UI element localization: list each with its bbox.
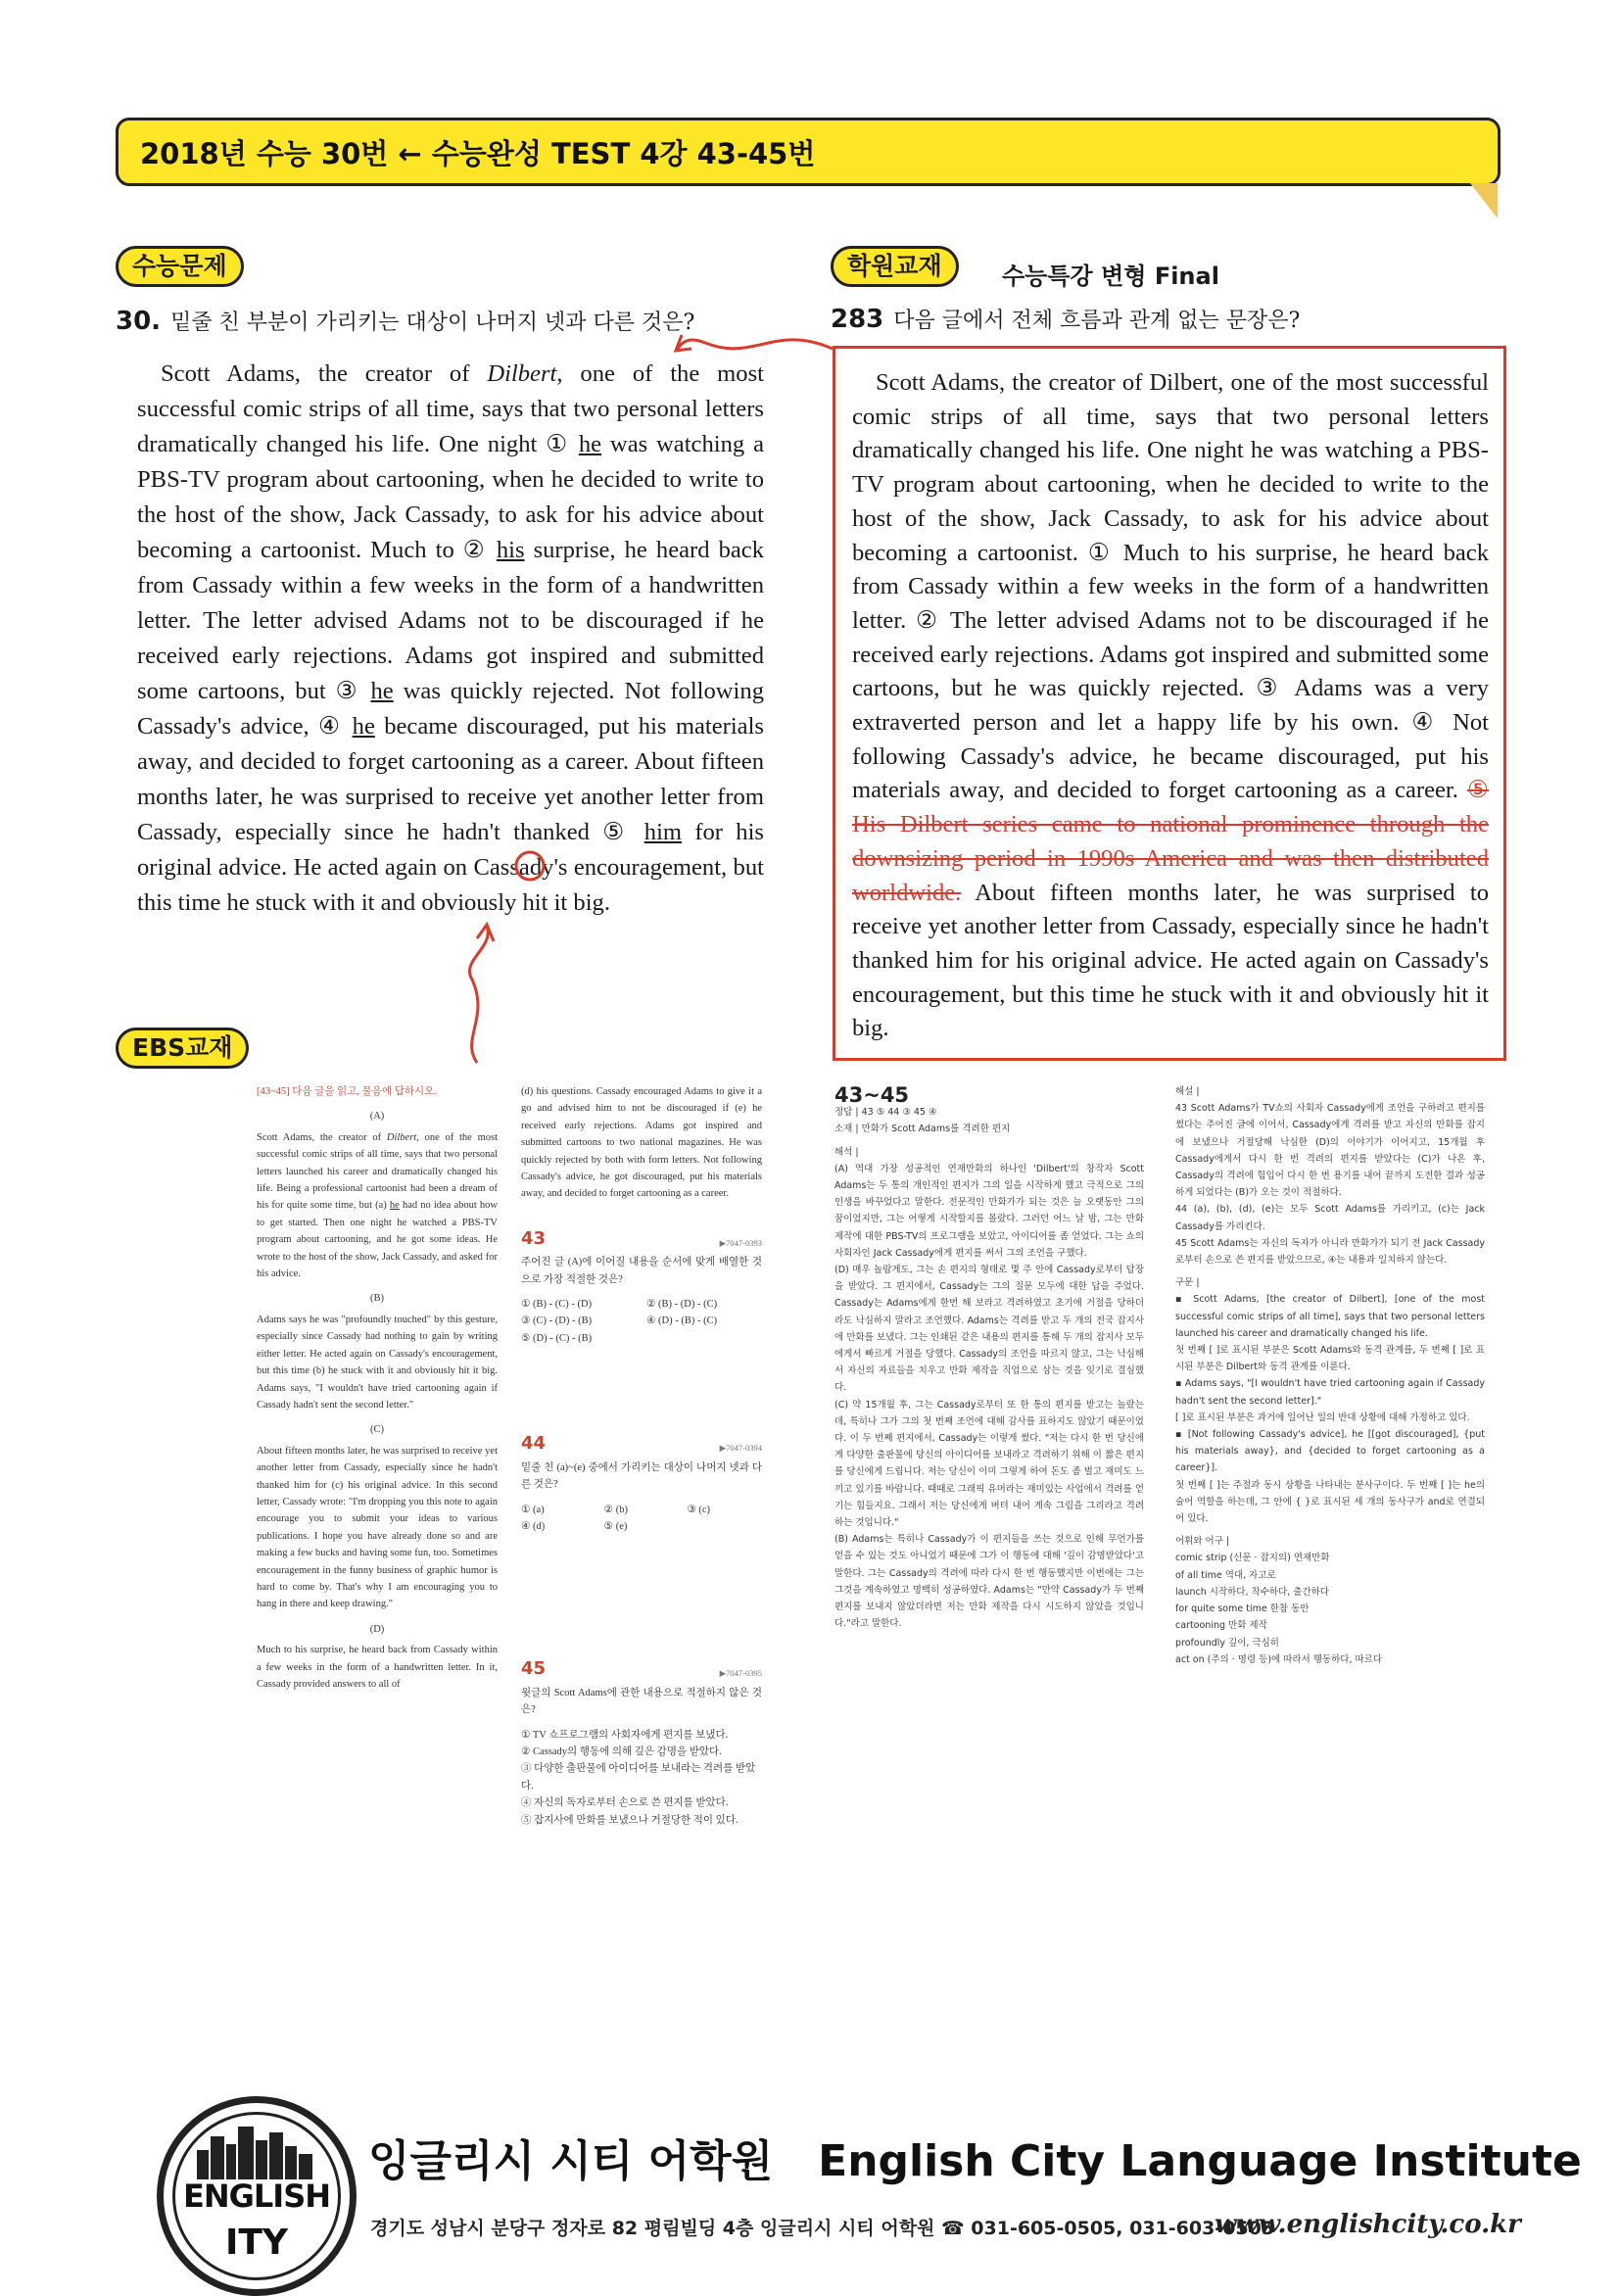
ebs-para-d-cont: (d) his questions. Cassady encouraged Adams to give it a go and advised him to not be discouraged if (e) he received early rejections. Adams got inspired and submitted cartoons to two national magazines. He was quickly rejected by both with form letters. Not following Cassady's advice, he got discouraged, put his materials away, and decided to forget cartooning as a career.: [521, 1086, 762, 1200]
ebs-q45-number: 45: [521, 1658, 547, 1680]
institute-name-english: English City Language Institute: [818, 2136, 1582, 2186]
ebs-q44-opt: ② (b): [603, 1504, 628, 1515]
ebs-q44-opt: ④ (d): [521, 1520, 546, 1532]
logo-text-city: ITY: [224, 2223, 289, 2263]
english-city-logo: [157, 2096, 357, 2296]
ebs-q43-text: 주어진 글 (A)에 이어질 내용을 순서에 맞게 배열한 것으로 가장 적절한 것은?: [521, 1257, 762, 1285]
ebs-q44: [521, 1435, 762, 1535]
ebs-q45-text: 윗글의 Scott Adams에 관한 내용으로 적절하지 않은 것은?: [521, 1687, 762, 1716]
institute-address: 경기도 성남시 분당구 정자로 82 평림빌딩 4층 잉글리시 시티 어학원 ☎ 031-605-0505, 031-603-0505: [370, 2218, 1275, 2239]
header-title: 2018년 수능 30번 ← 수능완성 TEST 4강 43-45번: [140, 137, 816, 170]
tag-academy-material: 학원교재: [831, 246, 959, 287]
vocab-heading: 어휘와 어구 |: [1175, 1536, 1230, 1548]
arrow-head-ebs: [477, 925, 494, 941]
ebs-q43: [521, 1227, 762, 1347]
structure-heading: 구문 |: [1175, 1277, 1200, 1289]
arrow-to-question: [676, 340, 833, 351]
ebs-label-b: (B): [370, 1293, 384, 1305]
answers-key: 정답 | 43 ⑤ 44 ③ 45 ④: [834, 1107, 937, 1119]
right-passage: Scott Adams, the creator of Dilbert, one of the most successful comic strips of all time, says that two personal letters dramatically changed his life. One night he was watching a PBS-TV program about cartooning, when he decided to write to the host of the show, Jack Cassady, to ask for his advice about becoming a cartoonist. ① Much to his surprise, he heard back from Cassady within a few weeks in the form of a handwritten letter. ② The letter advised Adams not to be discouraged if he received early rejections. Adams got inspired and submitted some cartoons, but he was quickly rejected. ③ Adams was a very extraverted person and let a happy life by his own. ④ Not following Cassady's advice, he became discouraged, put his materials away, and decided to forget cartooning as a career. ⑤ His Dilbert series came to national prominence through the downsizing period in 1990s America and was then distributed worldwide. About fifteen months later, he was surprised to receive yet another letter from Cassady, especially since he hadn't thanked him for his original advice. He acted again on Cassady's encouragement, but this time he stuck with it and obviously hit it big.: [852, 369, 1489, 1042]
ebs-column-1: [257, 1083, 498, 1700]
ebs-para-c: About fifteen months later, he was surprised to receive yet another letter from Cassady, especially since he hadn't thanked him for (c) his original advice. In this second letter, Cassady wrote: "I'm dropping you this note to again encourage you to submit your ideas to various publications. I hope you have already done so and are making a few bucks and having some fun, too. Sometimes encouragement in the funny business of graphic humor is hard to come by. That's why I am encouraging you to hang in there and keep drawing.": [257, 1445, 498, 1610]
explanation-text: 43 Scott Adams가 TV쇼의 사회자 Cassady에게 조언을 구하려고 편지를 썼다는 주어진 글에 이어서, Cassady에게 격려를 받고 자신의 만화를 잡지에 보냈으나 거절당해 낙심한 (D)의 이야기가 이어지고, 15개월 후 Cassady에게서 다시 한 번 격려의 편지를 받았다는 (C)가 나온 후, Cassady의 격려에 힘입어 다시 한 번 용기를 내어 끝까지 도전한 결과 성공하게 되었다는 (B)가 오는 것이 적절하다. 44 (a), (b), (d), (e)는 모두 Scott Adams를 가리키고, (c)는 Jack Cassady를 가리킨다. 45 Scott Adams는 자신의 독자가 아니라 만화가가 되기 전 Jack Cassady로부터 손으로 쓴 편지를 받았으므로, ④는 내용과 일치하지 않는다.: [1175, 1103, 1485, 1267]
ebs-q44-number: 44: [521, 1433, 547, 1455]
tag-ebs-material: EBS교재: [116, 1028, 249, 1069]
left-question-number: 30.: [116, 307, 162, 336]
logo-text-english: ENGLISH: [182, 2177, 331, 2215]
ebs-q45-opt: ⑤ 잡지사에 만화를 보냈으나 거절당한 적이 있다.: [521, 1814, 739, 1826]
ebs-para-a: Scott Adams, the creator of Dilbert, one of the most successful comic strips of all time, says that two personal letters launched his career and dramatically changed his life. Being a professional cartoonist had been a dream of his for quite some time, but (a) he had no idea about how to get started. Then one night he watched a PBS-TV program about cartooning, and he got some ideas. He wrote to the host of the show, Jack Cassady, and asked for his advice.: [257, 1131, 499, 1280]
ebs-q44-ref: ▶7047-0394: [719, 1443, 762, 1454]
ebs-intro: [43~45] 다음 글을 읽고, 물음에 답하시오.: [257, 1086, 437, 1097]
tag-suneung-question: 수능문제: [116, 246, 244, 287]
ebs-q43-opt: ⑤ (D) - (C) - (B): [521, 1332, 593, 1344]
right-question: [831, 304, 1300, 334]
ebs-q44-opt: ③ (c): [687, 1504, 711, 1515]
structure-text: ▪ Scott Adams, [the creator of Dilbert], [one of the most successful comic strips of all time], says that two personal letters launched his career and dramatically changed his life. 첫 번째 [ ]로 표시된 부분은 Scott Adams와 동격 관계를, 두 번째 [ ]로 표시된 부분은 Dilbert와 동격 관계를 이룬다. ▪ Adams says, "[I wouldn't have tried cartooning again if Cassady hadn't sent the second letter]." [ ]로 표시된 부분은 과거에 일어난 일의 반대 상황에 대해 가정하고 있다. ▪ [Not following Cassady's advice], he [[got discouraged], {put his materials away}, and {decided to forget cartooning as a career}]. 첫 번째 [ ]는 주절과 동시 상황을 나타내는 분사구이다. 두 번째 [ ]는 he의 술어 역할을 하는데, 그 안에 { }로 표시된 세 개의 동사구가 and로 연결되어 있다.: [1175, 1294, 1485, 1525]
ebs-q45-opt: ① TV 쇼프로그램의 사회자에게 편지를 보냈다.: [521, 1729, 729, 1741]
ebs-q43-opt: ④ (D) - (B) - (C): [646, 1315, 718, 1327]
ebs-label-a: (A): [369, 1111, 385, 1123]
ebs-para-b: Adams says he was "profoundly touched" by this gesture, especially since Cassady had nothing to gain by writing either letter. He acted again on Cassady's encouragement, but this time (b) he stuck with it and obviously hit it big. Adams says, "I wouldn't have tried cartooning again if Cassady hadn't sent the second letter.": [257, 1314, 498, 1411]
ebs-q44-opt: ① (a): [521, 1504, 545, 1515]
arrow-from-ebs: [469, 926, 488, 1063]
ebs-q45-opt: ③ 다양한 출판물에 아이디어를 보내라는 격려를 받았다.: [521, 1763, 756, 1792]
translation-text: (A) 역대 가장 성공적인 연재만화의 하나인 'Dilbert'의 창작자 Scott Adams는 두 통의 개인적인 편지가 그의 일을 시작하게 했고 극적으로 그의 인생을 바꾸었다고 말한다. 전문적인 만화가가 되는 것은 늘 오랫동안 그의 꿈이었지만, 그는 어떻게 시작할지를 몰랐다. 그러던 어느 날 밤, 그는 만화 제작에 대한 PBS-TV의 프로그램을 보았고, 아이디어를 좀 얻었다. 그는 쇼의 사회자인 Jack Cassady에게 편지를 써서 그의 조언을 구했다. (D) 매우 놀랍게도, 그는 손 편지의 형태로 몇 주 안에 Cassady로부터 답장을 받았다. 그 편지에서, Cassady는 그의 질문 모두에 대한 답을 주었다. Cassady는 Adams에게 한번 해 보라고 격려하였고 초기에 거절을 당하더라도 낙심하지 말라고 조언했다. Adams는 격려를 받고 두 개의 전국 잡지사에 만화를 보냈다. 그는 인쇄된 같은 내용의 편지를 통해 두 개의 잡지사 모두에게서 빠르게 거절을 당했다. Cassady의 조언을 따르지 않고, 그는 낙심해서 자신의 자료들을 치우고 만화 제작을 직업으로 삼는 것을 잊기로 결심했다. (C) 약 15개월 후, 그는 Cassady로부터 또 한 통의 편지를 받고는 놀랐는데, 특히나 그가 그의 첫 번째 조언에 대해 감사를 표하지도 않았기 때문이었다. 이 두 번째 편지에서, Cassady는 이렇게 썼다. "저는 다시 한 번 당신에게 다양한 출판물에 당신의 아이디어를 보내라고 격려하기 위해 이 짧은 편지를 당신에게 드립니다. 저는 당신이 이미 그렇게 하여 돈도 좀 벌고 재미도 느끼고 있기를 바랍니다. 때때로 그래픽 유머라는 재미있는 사업에서 격려를 얻기는 힘들지요. 그래서 저는 당신에게 버텨 내어 계속 그림을 그리라고 격려하는 것입니다." (B) Adams는 특히나 Cassady가 이 편지들을 쓰는 것으로 인해 무언가를 얻을 수 있는 것도 아니었기 때문에 그가 이 행동에 대해 '깊이 감명받았다'고 말한다. 그는 Cassady의 격려에 따라 다시 한 번 행동했지만 이번에는 그는 그것을 계속하였고 명백히 성공하였다. Adams는 "만약 Cassady가 두 번째 편지를 보내지 않았더라면 저는 만화 제작을 다시 시도하지 않았을 것입니다."라고 말한다.: [834, 1163, 1144, 1630]
institute-website[interactable]: www.englishcity.co.kr: [1215, 2210, 1521, 2239]
ebs-label-d: (D): [369, 1623, 385, 1635]
right-question-number: 283: [831, 305, 884, 334]
circle-answer-5: [516, 852, 544, 880]
ebs-q43-ref: ▶7047-0393: [719, 1237, 762, 1248]
ebs-q45-opt: ② Cassady의 행동에 의해 깊은 감명을 받았다.: [521, 1746, 722, 1757]
ebs-para-d: Much to his surprise, he heard back from Cassady within a few weeks in the form of a handwritten letter. In it, Cassady provided answers to all of: [257, 1645, 498, 1690]
right-question-text: 다음 글에서 전체 흐름과 관계 없는 문장은?: [893, 309, 1301, 333]
ebs-q43-opt: ② (B) - (D) - (C): [646, 1299, 718, 1311]
ebs-q43-opt: ① (B) - (C) - (D): [521, 1299, 593, 1311]
ebs-q43-opt: ③ (C) - (D) - (B): [521, 1315, 593, 1327]
left-passage: Scott Adams, the creator of Dilbert, one of the most successful comic strips of all time, says that two personal letters dramatically changed his life. One night ① he was watching a PBS-TV program about cartooning, when he decided to write to the host of the show, Jack Cassady, to ask for his advice about becoming a cartoonist. Much to ② his surprise, he heard back from Cassady within a few weeks in the form of a handwritten letter. The letter advised Adams not to be discouraged if he received early rejections. Adams got inspired and submitted some cartoons, but ③ he was quickly rejected. Not following Cassady's advice, ④ he became discouraged, put his materials away, and decided to forget cartooning as a career. About fifteen months later, he was surprised to receive yet another letter from Cassady, especially since he hadn't thanked ⑤ him for his original advice. He acted again on Cassady's encouragement, but this time he stuck with it and obviously hit it big.: [137, 360, 764, 916]
right-subtitle: 수능특강 변형 Final: [1002, 263, 1219, 290]
ebs-column-2: [521, 1083, 762, 1829]
answers-column-2: [1175, 1083, 1485, 1674]
ebs-q43-number: 43: [521, 1227, 547, 1249]
vocab-text: comic strip (신문 · 잡지의) 연재만화 of all time 역대, 자고로 launch 시작하다, 착수하다, 출간하다 for quite some time 한참 동안 cartooning 만화 제작 profoundly 깊이, 극심히 act on (주의 · 명령 등)에 따라서 행동하다, 따르다: [1175, 1553, 1383, 1665]
answers-column-1: [834, 1083, 1144, 1639]
institute-name-korean: 잉글리시 시티 어학원: [368, 2136, 774, 2186]
city-skyline-icon: [193, 2125, 320, 2179]
answers-topic: 소재 | 만화가 Scott Adams를 격려한 편지: [834, 1124, 1011, 1135]
ebs-q45: [521, 1660, 762, 1829]
struck-sentence: ⑤ His Dilbert series came to national prominence through the downsizing period in 1990s America and was then distributed worldwide.: [852, 777, 1489, 906]
institute-name: [368, 2126, 1582, 2188]
ebs-label-c: (C): [370, 1424, 384, 1436]
ebs-q44-text: 밑줄 친 (a)~(e) 중에서 가리키는 대상이 나머지 넷과 다른 것은?: [521, 1461, 762, 1491]
ebs-q45-opt: ④ 자신의 독자로부터 손으로 쓴 편지를 받았다.: [521, 1797, 729, 1809]
ebs-q45-ref: ▶7047-0395: [719, 1668, 762, 1679]
left-question-text: 밑줄 친 부분이 가리키는 대상이 나머지 넷과 다른 것은?: [170, 311, 695, 335]
ebs-q44-opt: ⑤ (e): [603, 1520, 628, 1532]
translation-heading: 해석 |: [834, 1146, 859, 1158]
answers-title: 43~45: [834, 1083, 910, 1107]
explanation-heading: 해설 |: [1175, 1086, 1200, 1097]
